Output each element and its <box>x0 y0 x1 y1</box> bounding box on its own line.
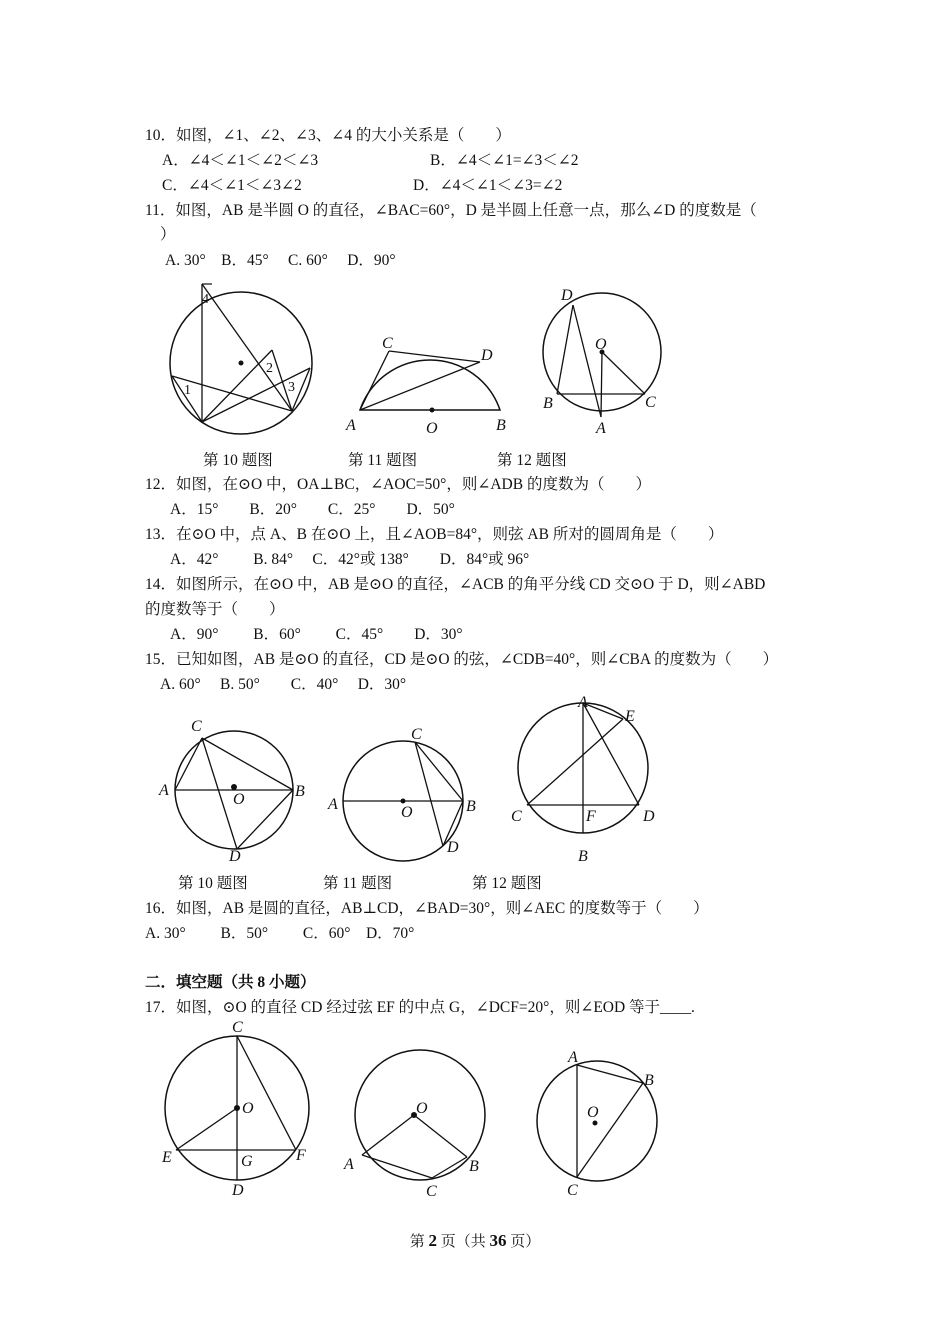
q13-stem: 13．在⊙O 中，点 A、B 在⊙O 上，且∠AOB=84°，则弦 AB 所对的圆周角是（ ） <box>145 526 724 543</box>
f17a-label-o: O <box>242 1100 254 1117</box>
f15b-label-a: A <box>328 796 338 813</box>
q16-stem: 16．如图，AB 是圆的直径，AB⊥CD，∠BAD=30°，则∠AEC 的度数等于（ ） <box>145 900 709 917</box>
f10-label-3: 3 <box>288 380 295 395</box>
f16-label-a: A <box>578 694 588 711</box>
f17c-label-a: A <box>568 1049 578 1066</box>
caption-row2-1: 第 10 题图 <box>178 875 248 892</box>
f17a-label-c: C <box>232 1019 243 1036</box>
f16-label-e: E <box>625 708 635 725</box>
q12-stem: 12．如图，在⊙O 中，OA⊥BC，∠AOC=50°，则∠ADB 的度数为（ ） <box>145 476 651 493</box>
q14-stem-cont: 的度数等于（ ） <box>145 601 285 618</box>
f11-label-o: O <box>426 420 438 437</box>
f12-label-b: B <box>543 395 553 412</box>
f11-label-b: B <box>496 417 506 434</box>
f15a-label-b: B <box>295 783 305 800</box>
footer-post: 页） <box>506 1234 541 1250</box>
q11-stem-cont: ） <box>160 226 176 243</box>
figure-q17-a <box>158 1018 323 1200</box>
q10-stem: 10．如图，∠1、∠2、∠3、∠4 的大小关系是（ ） <box>145 127 511 144</box>
f17b-label-a: A <box>344 1156 354 1173</box>
q17-stem: 17．如图，⊙O 的直径 CD 经过弦 EF 的中点 G，∠DCF=20°，则∠EOD 等于____. <box>145 999 695 1016</box>
q14-options: A．90° B．60° C．45° D．30° <box>170 626 463 643</box>
caption-row1-2: 第 11 题图 <box>348 452 418 469</box>
f10-label-4: 4 <box>202 292 209 307</box>
f10-label-2: 2 <box>266 361 273 376</box>
caption-row1-1: 第 10 题图 <box>203 452 273 469</box>
f11-label-d: D <box>481 347 493 364</box>
f17c-label-c: C <box>567 1182 578 1199</box>
f16-label-f: F <box>586 808 596 825</box>
caption-row2-2: 第 11 题图 <box>323 875 393 892</box>
caption-row1-3: 第 12 题图 <box>497 452 567 469</box>
f17b-label-c: C <box>426 1183 437 1200</box>
f16-label-d: D <box>643 808 655 825</box>
figure-q15-b <box>325 725 485 860</box>
caption-row2-3: 第 12 题图 <box>472 875 542 892</box>
f12-label-d: D <box>561 287 573 304</box>
f17a-label-f: F <box>296 1147 306 1164</box>
figure-q11 <box>340 330 520 440</box>
figure-q17-b <box>340 1045 500 1200</box>
f17c-label-o: O <box>587 1104 599 1121</box>
f15a-label-o: O <box>233 791 245 808</box>
q15-options: A. 60° B. 50° C．40° D．30° <box>160 676 407 693</box>
figure-q17-c <box>525 1045 675 1200</box>
f16-label-c: C <box>511 808 522 825</box>
q10-option-c: C．∠4＜∠1＜∠3∠2 <box>162 177 302 194</box>
q13-options: A．42° B. 84° C．42°或 138° D．84°或 96° <box>170 551 530 568</box>
f11-label-c: C <box>382 335 393 352</box>
f17b-label-o: O <box>416 1100 428 1117</box>
section2-heading: 二．填空题（共 8 小题） <box>145 974 316 991</box>
footer-mid: 页（共 <box>436 1234 490 1250</box>
figure-q10 <box>160 270 330 440</box>
f15b-label-b: B <box>466 798 476 815</box>
f17a-label-g: G <box>241 1153 253 1170</box>
figure-q16 <box>505 693 675 865</box>
figure-q15-a <box>155 715 315 865</box>
q11-options: A. 30° B．45° C. 60° D．90° <box>165 252 396 269</box>
f12-label-a: A <box>596 420 606 437</box>
f12-label-o: O <box>595 336 607 353</box>
f10-label-1: 1 <box>184 383 191 398</box>
f17a-label-e: E <box>162 1149 172 1166</box>
q12-options: A．15° B．20° C．25° D．50° <box>170 501 455 518</box>
f15a-label-d: D <box>229 848 241 865</box>
f12-label-c: C <box>645 394 656 411</box>
f11-label-a: A <box>346 417 356 434</box>
f15b-label-c: C <box>411 726 422 743</box>
footer-pre: 第 <box>409 1234 429 1250</box>
f17c-label-b: B <box>644 1072 654 1089</box>
q10-option-a: A．∠4＜∠1＜∠2＜∠3 <box>162 152 319 169</box>
f16-label-b: B <box>578 848 588 865</box>
footer-page-number: 2 <box>428 1231 437 1250</box>
q16-options: A. 30° B．50° C．60° D．70° <box>145 925 415 942</box>
q10-option-b: B．∠4＜∠1=∠3＜∠2 <box>430 152 579 169</box>
f15a-label-c: C <box>191 718 202 735</box>
f15b-label-d: D <box>447 839 459 856</box>
f15a-label-a: A <box>159 782 169 799</box>
f17a-label-d: D <box>232 1182 244 1199</box>
q14-stem: 14．如图所示，在⊙O 中，AB 是⊙O 的直径，∠ACB 的角平分线 CD 交⊙O 于 D，则∠ABD <box>145 576 766 593</box>
f17b-label-b: B <box>469 1158 479 1175</box>
f15b-label-o: O <box>401 804 413 821</box>
q10-option-d: D．∠4＜∠1＜∠3=∠2 <box>413 177 563 194</box>
figure-q12 <box>535 285 675 440</box>
q11-stem: 11．如图，AB 是半圆 O 的直径，∠BAC=60°，D 是半圆上任意一点，那么∠D 的度数是（ <box>145 202 757 219</box>
q15-stem: 15．已知如图，AB 是⊙O 的直径，CD 是⊙O 的弦，∠CDB=40°，则∠CBA 的度数为（ ） <box>145 651 779 668</box>
page-footer <box>0 1230 950 1251</box>
footer-total-pages: 36 <box>489 1231 507 1250</box>
